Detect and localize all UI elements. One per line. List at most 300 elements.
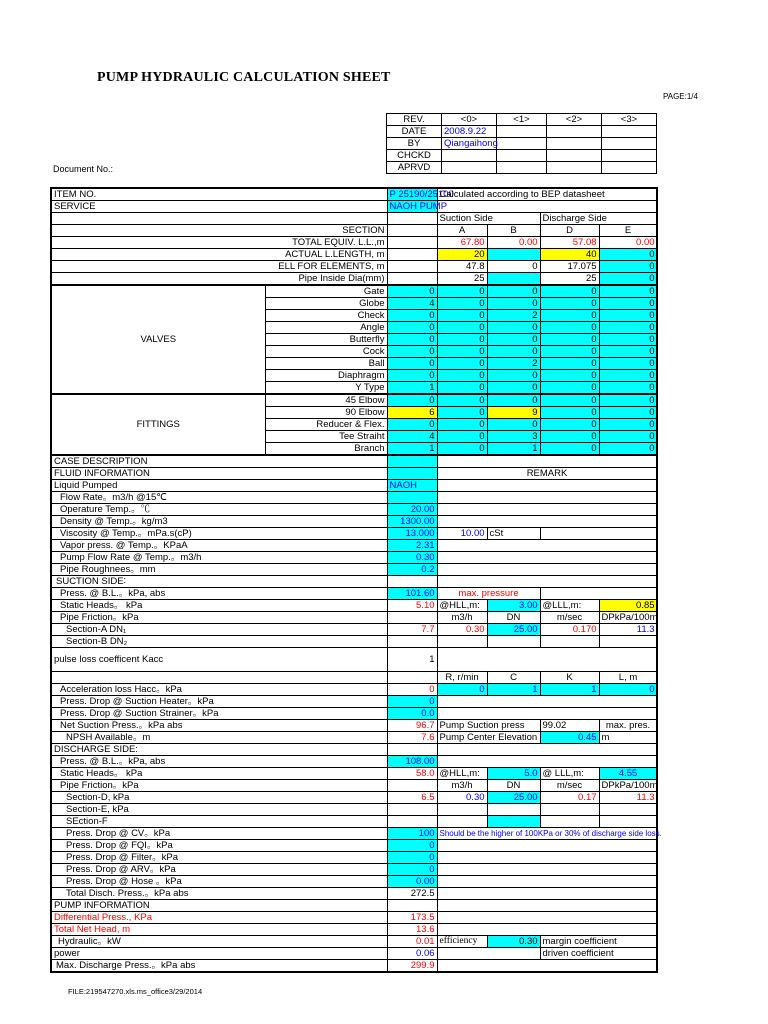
section-d-label: Section-D, kPa [51,792,387,804]
cell [437,852,657,864]
accel-cell[interactable]: 1 [540,684,599,696]
suction-static-label: Static Heads。 kPa [51,600,387,612]
value-cell[interactable]: 0 [599,249,657,261]
pump-center-value[interactable]: 0.45 [540,732,599,744]
net-head-label: Total Net Head, m [51,924,387,936]
hose-drop-value[interactable]: 0.00 [387,876,437,888]
accel-header: L, m [599,672,657,684]
fluid-row-value[interactable]: 13.000 [387,528,437,540]
cell [437,576,657,588]
fluid-row-value[interactable]: 1300.00 [387,516,437,528]
lll-label: @ LLL,m: [540,768,599,780]
cell [437,648,657,672]
accel-cell[interactable]: 1 [487,684,540,696]
lll-value[interactable]: 0.85 [599,600,657,612]
value-cell[interactable]: 0.00 [487,237,540,249]
col-b: B [487,225,540,237]
accel-cell[interactable]: 0 [599,684,657,696]
cell [387,636,437,648]
disch-static-value: 58.0 [387,768,437,780]
fqi-drop-value[interactable]: 0 [387,840,437,852]
friction-header: m/sec [540,612,599,624]
valves-item-label: Diaphragm [265,370,387,382]
valves-value[interactable]: 0 [487,334,540,346]
cell [437,840,657,852]
friction-header: DPkPa/100m [599,780,657,792]
suction-side-title: SUCTION SIDE∶ [51,576,387,588]
cell [437,924,657,936]
cell [599,816,657,828]
fittings-value[interactable]: 0 [437,443,487,456]
fittings-value[interactable]: 1 [387,443,437,456]
valves-value[interactable]: 0 [540,382,599,395]
fittings-value[interactable]: 0 [387,419,437,431]
cell[interactable] [487,816,540,828]
row-label: Pipe Inside Dia(mm) [51,273,387,286]
fluid-row-value[interactable]: 0.30 [387,552,437,564]
valves-value[interactable]: 0 [387,322,437,334]
diff-press-label: Differential Press., KPa [51,912,387,924]
pump-center-label: Pump Center Elevation [437,732,540,744]
disch-press-bl-value[interactable]: 108.00 [387,756,437,768]
valves-value[interactable]: 0 [387,285,437,298]
pulse-loss-label: pulse loss coefficent Kacc [51,648,387,672]
valves-value[interactable]: 0 [437,370,487,382]
fittings-value[interactable]: 0 [437,419,487,431]
valves-value[interactable]: 0 [437,322,487,334]
fluid-row-label: Flow Rate。m3/h @15℃ [51,492,387,504]
rev-col-2: <2> [547,114,602,126]
valves-item-label: Butterfly [265,334,387,346]
valves-value[interactable]: 0 [487,285,540,298]
value-cell[interactable]: 40 [540,249,599,261]
valves-value[interactable]: 0 [487,322,540,334]
service-value[interactable]: NAOH PUMP [387,201,437,213]
pulse-loss-value[interactable]: 1 [387,648,437,672]
valves-value[interactable]: 0 [599,382,657,395]
calculation-sheet [50,187,662,973]
section-label: SECTION [51,225,387,237]
valves-value[interactable]: 0 [540,285,599,298]
fittings-value[interactable]: 4 [387,431,437,443]
cell [437,492,657,504]
fluid-info-label: FLUID INFORMATION [51,468,387,480]
accel-header: K [540,672,599,684]
valves-value[interactable]: 0 [437,334,487,346]
valves-item-label: Cock [265,346,387,358]
valves-value[interactable]: 0 [540,334,599,346]
cell [387,672,437,684]
cv-note: Should be the higher of 100KPa or 30% of discharge side loss. [437,828,657,840]
value-cell[interactable] [487,249,540,261]
col-d: D [540,225,599,237]
cell [487,636,540,648]
valves-value[interactable]: 0 [437,298,487,310]
cv-drop-value[interactable]: 100 [387,828,437,840]
valves-item-label: Check [265,310,387,322]
fluid-row-value[interactable]: 2.31 [387,540,437,552]
value-cell[interactable]: 25 [540,273,599,286]
section-a-value: 7.7 [387,624,437,636]
hydraulic-label: Hydraulic。kW [51,936,387,948]
cell [437,876,657,888]
cell [437,455,657,468]
discharge-side-header: Discharge Side [540,213,657,225]
cell [437,960,657,973]
cell [540,588,657,600]
friction-header: DPkPa/100m [599,612,657,624]
suction-static-value: 5.10 [387,600,437,612]
rev-col-0: <0> [442,114,497,126]
section-a-cell: 11.3 [599,624,657,636]
value-cell[interactable]: 47.8 [437,261,487,273]
fittings-value[interactable]: 0 [487,394,540,407]
cell [540,528,657,540]
service-label: SERVICE [51,201,387,213]
valves-value[interactable]: 0 [487,346,540,358]
suction-strainer-value[interactable]: 0.0 [387,708,437,720]
fittings-value[interactable]: 9 [487,407,540,419]
valves-value[interactable]: 0 [540,298,599,310]
fittings-value[interactable]: 0 [599,431,657,443]
cell [387,816,437,828]
rev-label: REV. [387,114,442,126]
valves-group-label: VALVES [51,285,265,394]
date-value[interactable]: 2008.9.22 [442,126,497,138]
valves-value[interactable]: 0 [487,298,540,310]
row-label: ELL FOR ELEMENTS, m [51,261,387,273]
section-b-label: Section-B DN₂ [51,636,387,648]
cell [437,900,657,912]
valves-value[interactable]: 0 [387,370,437,382]
value-cell[interactable]: 57.08 [540,237,599,249]
cell [437,708,657,720]
section-a-cell: 0.170 [540,624,599,636]
section-d-value: 6.5 [387,792,437,804]
fluid-row-value[interactable]: 20.00 [387,504,437,516]
valves-value[interactable]: 0 [540,370,599,382]
friction-header: DN [487,780,540,792]
section-d-cell[interactable]: 25.00 [487,792,540,804]
valves-item-label: Y Type [265,382,387,395]
section-d-cell: 0.17 [540,792,599,804]
value-cell[interactable]: 67.80 [437,237,487,249]
filter-drop-value[interactable]: 0 [387,852,437,864]
fluid-row-label: Operature Temp.。℃ [51,504,387,516]
section-a-cell: 0.30 [437,624,487,636]
value-cell[interactable] [487,273,540,286]
valves-value[interactable]: 0 [487,382,540,395]
unit-m: m [599,732,657,744]
disch-static-label: Static Heads。 kPa [51,768,387,780]
cell [387,237,437,249]
max-disch-label: Max. Discharge Press.。kPa abs [51,960,387,973]
suction-press-bl-value[interactable]: 101.60 [387,588,437,600]
cell [387,612,437,624]
cell[interactable] [387,468,437,480]
friction-header: DN [487,612,540,624]
valves-item-label: Angle [265,322,387,334]
cell [487,804,540,816]
valves-value[interactable]: 0 [599,334,657,346]
fittings-value[interactable]: 0 [540,431,599,443]
valves-value[interactable]: 0 [387,310,437,322]
cell [437,696,657,708]
valves-value[interactable]: 0 [540,358,599,370]
pump-suction-label: Pump Suction press [437,720,540,732]
arv-drop-label: Press. Drop @ ARV。kPa [51,864,387,876]
margin-label: margin coefficient [540,936,657,948]
cell [540,636,599,648]
valves-value[interactable]: 0 [599,298,657,310]
discharge-side-title: DISCHARGE SIDE: [51,744,387,756]
by-label: BY [387,138,442,150]
fittings-value[interactable]: 0 [387,394,437,407]
valves-item-label: Globe [265,298,387,310]
net-suction-label: Net Suction Press.。kPa abs [51,720,387,732]
cst-unit: cSt [487,528,540,540]
rev-col-3: <3> [602,114,657,126]
total-disch-value: 272.5 [387,888,437,900]
fluid-row-value[interactable] [387,492,437,504]
suction-side-header: Suction Side [437,213,540,225]
hll-label: @HLL,m: [437,600,487,612]
max-pressure-note: max. pressure [437,588,540,600]
max-pres-label: max. pres. [599,720,657,732]
value-cell[interactable]: 20 [437,249,487,261]
valves-value[interactable]: 0 [540,346,599,358]
cell [599,804,657,816]
driven-label: driven coefficient [540,948,657,960]
spacer [51,672,387,684]
fittings-value[interactable]: 0 [599,394,657,407]
disch-friction-label: Pipe Friction。kPa [51,780,387,792]
accel-loss-value: 0 [387,684,437,696]
cell [437,756,657,768]
value-cell[interactable]: 0.00 [599,237,657,249]
fittings-value[interactable]: 0 [540,419,599,431]
cell[interactable] [387,455,437,468]
cv-drop-label: Press. Drop @ CV。kPa [51,828,387,840]
suction-press-bl-label: Press. @ B.L.。kPa, abs [51,588,387,600]
suction-friction-label: Pipe Friction。kPa [51,612,387,624]
cell [437,744,657,756]
diff-press-value: 173.5 [387,912,437,924]
fluid-row-label: Pipe Roughnees。mm [51,564,387,576]
lll-label: @LLL,m: [540,600,599,612]
by-value[interactable]: Qiangaihong [442,138,497,150]
cell [437,804,487,816]
cell [437,888,657,900]
fittings-item-label: Reducer & Flex. [265,419,387,431]
valves-value[interactable]: 0 [540,322,599,334]
fittings-group-label: FITTINGS [51,394,265,455]
hose-drop-label: Press. Drop @ Hose 。kPa [51,876,387,888]
cell [599,636,657,648]
viscosity-cst-value: 10.00 [437,528,487,540]
value-cell[interactable]: 17.075 [540,261,599,273]
fluid-row-label: Density @ Temp.。kg/m3 [51,516,387,528]
power-value: 0.06 [387,948,437,960]
cell [387,744,437,756]
friction-header: m3/h [437,612,487,624]
valves-value[interactable]: 0 [437,358,487,370]
npsh-value: 7.6 [387,732,437,744]
suction-strainer-label: Press. Drop @ Suction Strainer。kPa [51,708,387,720]
valves-value[interactable]: 0 [437,310,487,322]
cell [387,780,437,792]
date-label: DATE [387,126,442,138]
fittings-item-label: Tee Straiht [265,431,387,443]
row-label: ACTUAL L.LENGTH, m [51,249,387,261]
cell [437,516,657,528]
valves-value[interactable]: 0 [540,310,599,322]
max-disch-value: 299.9 [387,960,437,973]
cell [437,540,657,552]
cell [387,273,437,286]
liquid-pumped-value[interactable]: NAOH [387,480,437,492]
accel-cell[interactable]: 0 [437,684,487,696]
cell [437,552,657,564]
fittings-value[interactable]: 1 [487,443,540,456]
fqi-drop-label: Press. Drop @ FQI。kPa [51,840,387,852]
aprvd-label: APRVD [387,162,442,174]
fittings-value[interactable]: 0 [599,407,657,419]
fittings-value[interactable]: 0 [599,419,657,431]
valves-value[interactable]: 0 [487,370,540,382]
valves-value[interactable]: 0 [599,322,657,334]
fittings-item-label: Branch [265,443,387,456]
valves-value[interactable]: 1 [387,382,437,395]
section-e-label: Section-E, kPa [51,804,387,816]
section-a-cell[interactable]: 25.00 [487,624,540,636]
item-no-value[interactable]: P 25190/25100 [387,188,437,201]
power-label: power [51,948,387,960]
fittings-value[interactable]: 0 [540,407,599,419]
section-d-cell: 11.3 [599,792,657,804]
valves-value[interactable]: 0 [599,370,657,382]
valves-item-label: Gate [265,285,387,298]
row-label: TOTAL EQUIV. L.L.,m [51,237,387,249]
valves-value[interactable]: 0 [599,346,657,358]
friction-header: m/sec [540,780,599,792]
col-a: A [437,225,487,237]
npsh-label: NPSH Available。m [51,732,387,744]
suction-heater-value[interactable]: 0 [387,696,437,708]
valves-value[interactable]: 0 [437,285,487,298]
suction-heater-label: Press. Drop @ Suction Heater。kPa [51,696,387,708]
value-cell[interactable]: 0 [599,261,657,273]
hll-value[interactable]: 3.00 [487,600,540,612]
friction-header: m3/h [437,780,487,792]
fittings-item-label: 45 Elbow [265,394,387,407]
lll-value[interactable]: 4.55 [599,768,657,780]
fluid-row-label: Vapor press. @ Temp.。KPaA [51,540,387,552]
valves-item-label: Ball [265,358,387,370]
disch-press-bl-label: Press. @ B.L.。kPa, abs [51,756,387,768]
valves-value[interactable]: 0 [599,285,657,298]
cell [387,900,437,912]
page-number: PAGE:1/4 [663,92,698,101]
value-cell[interactable]: 25 [437,273,487,286]
col-e: E [599,225,657,237]
fittings-value[interactable]: 0 [437,407,487,419]
page-title: PUMP HYDRAULIC CALCULATION SHEET [97,70,391,85]
fluid-row-label: Viscosity @ Temp.。mPa.s(cP) [51,528,387,540]
efficiency-value[interactable]: 0.30 [487,936,540,948]
valves-value[interactable]: 4 [387,298,437,310]
cell [387,576,437,588]
valves-value[interactable]: 0 [437,346,487,358]
fittings-value[interactable]: 6 [387,407,437,419]
filter-drop-label: Press. Drop @ Filter。kPa [51,852,387,864]
fittings-value[interactable]: 0 [599,443,657,456]
pump-info-title: PUMP INFORMATION [51,900,387,912]
valves-value[interactable]: 0 [599,358,657,370]
arv-drop-value[interactable]: 0 [387,864,437,876]
revision-table [386,113,657,174]
section-a-label: Section-A DN₁ [51,624,387,636]
accel-header: C [487,672,540,684]
value-cell[interactable]: 0 [599,273,657,286]
fittings-value[interactable]: 0 [540,443,599,456]
cell [437,816,487,828]
accel-loss-label: Acceleration loss Hacc。kPa [51,684,387,696]
fluid-row-value[interactable]: 0.2 [387,564,437,576]
valves-value[interactable]: 0 [387,334,437,346]
calc-note: Calculated according to BEP datasheet [437,188,657,201]
valves-value[interactable]: 0 [599,310,657,322]
cell [540,804,599,816]
accel-header: R, r/min [437,672,487,684]
valves-value[interactable]: 0 [437,382,487,395]
total-disch-label: Total Disch. Press.。kPa abs [51,888,387,900]
cell [437,864,657,876]
hll-label: @HLL,m: [437,768,487,780]
cell [387,249,437,261]
cell [437,504,657,516]
file-footer: FILE:219547270.xls.ms_office3/29/2014 [68,987,203,996]
fittings-value[interactable]: 0 [540,394,599,407]
hll-value[interactable]: 5.0 [487,768,540,780]
cell [540,816,599,828]
section-f-label: SEction-F [51,816,387,828]
cell [387,804,437,816]
fittings-value[interactable]: 3 [487,431,540,443]
fittings-item-label: 90 Elbow [265,407,387,419]
cell [437,480,657,492]
valves-value[interactable]: 0 [387,358,437,370]
net-suction-value: 96.7 [387,720,437,732]
valves-value[interactable]: 2 [487,310,540,322]
net-head-value: 13.6 [387,924,437,936]
valves-value[interactable]: 2 [487,358,540,370]
section-d-cell: 0.30 [437,792,487,804]
value-cell[interactable]: 0 [487,261,540,273]
chckd-label: CHCKD [387,150,442,162]
rev-col-1: <1> [497,114,547,126]
cell [437,564,657,576]
document-no-label: Document No.: [53,164,114,174]
cell [387,261,437,273]
fittings-value[interactable]: 0 [487,419,540,431]
case-description-label: CASE DESCRIPTION [51,455,387,468]
remark-header: REMARK [437,468,657,480]
fittings-value[interactable]: 0 [437,431,487,443]
fittings-value[interactable]: 0 [437,394,487,407]
valves-value[interactable]: 0 [387,346,437,358]
cell [437,636,487,648]
